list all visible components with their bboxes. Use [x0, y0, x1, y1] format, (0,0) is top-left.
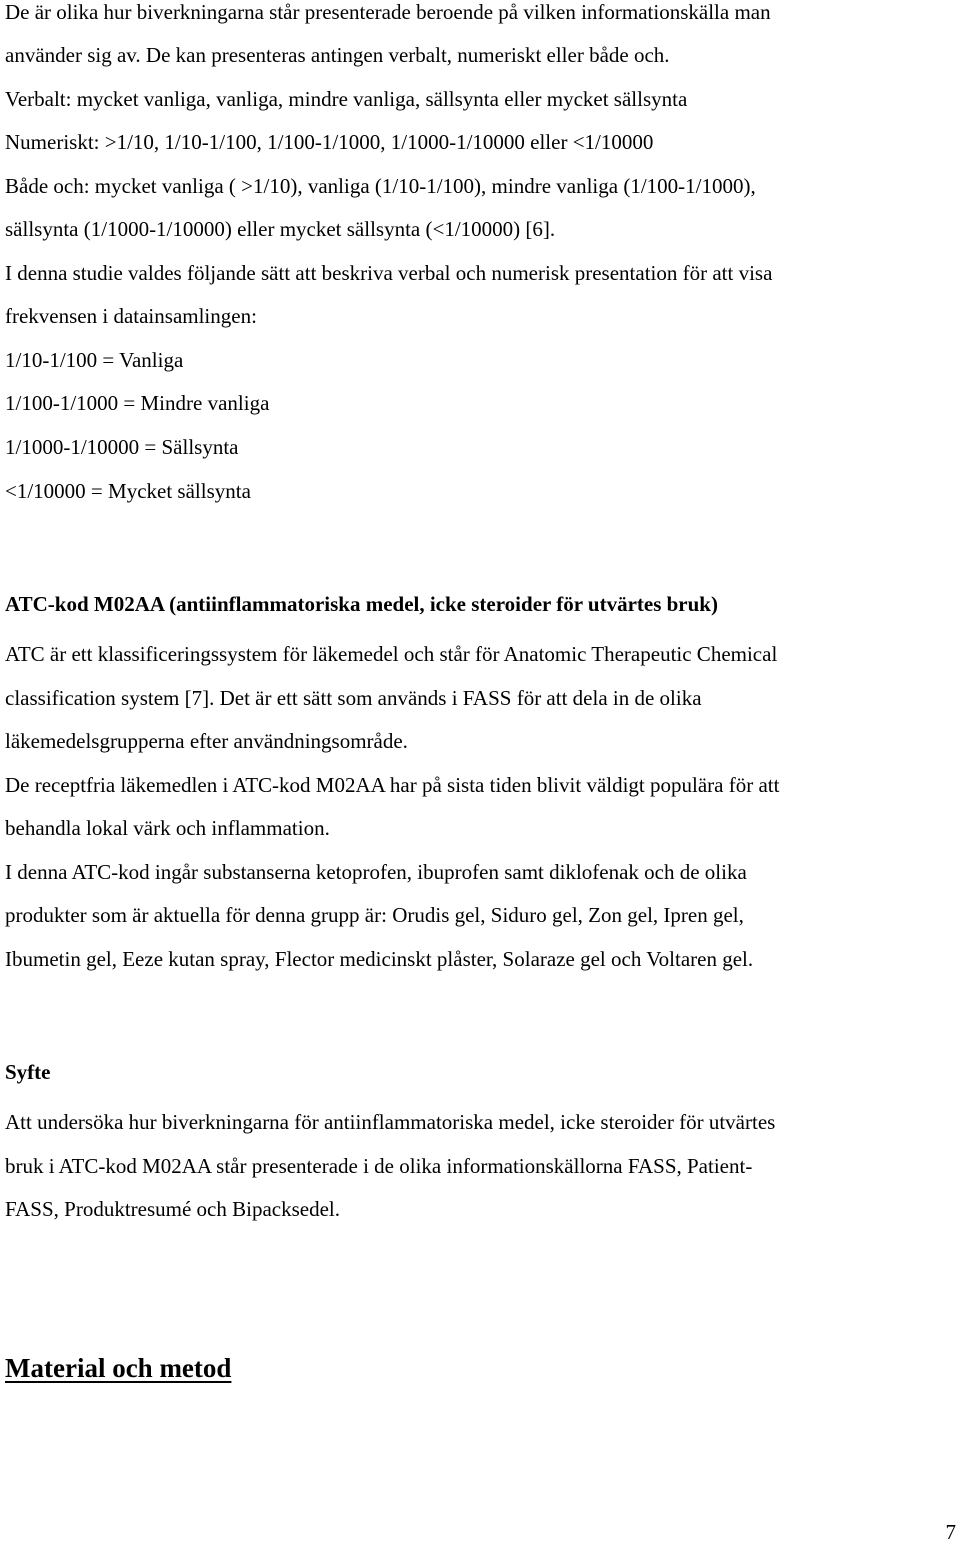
body-text-line: Både och: mycket vanliga ( >1/10), vanliga (1/10-1/100), mindre vanliga (1/100-1/1000),: [5, 174, 756, 198]
body-text-line: behandla lokal värk och inflammation.: [5, 816, 330, 840]
body-text-line: läkemedelsgrupperna efter användningsområde.: [5, 729, 408, 753]
body-text-line: ATC är ett klassificeringssystem för läkemedel och står för Anatomic Therapeutic Chemical: [5, 642, 778, 666]
frequency-list-item: 1/1000-1/10000 = Sällsynta: [5, 435, 239, 459]
body-text-line: frekvensen i datainsamlingen:: [5, 304, 257, 328]
atc-heading: ATC-kod M02AA (antiinflammatoriska medel, icke steroider för utvärtes bruk): [5, 592, 718, 616]
body-text-line: sällsynta (1/1000-1/10000) eller mycket sällsynta (<1/10000) [6].: [5, 217, 556, 241]
frequency-list-item: 1/10-1/100 = Vanliga: [5, 348, 184, 372]
body-text-line: bruk i ATC-kod M02AA står presenterade i de olika informationskällorna FASS, Patient-: [5, 1154, 753, 1178]
frequency-list-item: 1/100-1/1000 = Mindre vanliga: [5, 391, 270, 415]
body-text-line: Ibumetin gel, Eeze kutan spray, Flector medicinskt plåster, Solaraze gel och Voltaren gel.: [5, 947, 754, 971]
material-och-metod-heading: Material och metod: [5, 1353, 232, 1383]
body-text-line: Att undersöka hur biverkningarna för antiinflammatoriska medel, icke steroider för utvärtes: [5, 1110, 776, 1134]
syfte-heading: Syfte: [5, 1060, 51, 1084]
body-text-line: Numeriskt: >1/10, 1/10-1/100, 1/100-1/1000, 1/1000-1/10000 eller <1/10000: [5, 130, 654, 154]
body-text-line: Verbalt: mycket vanliga, vanliga, mindre vanliga, sällsynta eller mycket sällsynta: [5, 87, 688, 111]
body-text-line: De är olika hur biverkningarna står presenterade beroende på vilken informationskälla man: [5, 0, 771, 24]
body-text-line: använder sig av. De kan presenteras antingen verbalt, numeriskt eller både och.: [5, 43, 670, 67]
body-text-line: I denna studie valdes följande sätt att beskriva verbal och numerisk presentation för att visa: [5, 261, 773, 285]
frequency-list-item: <1/10000 = Mycket sällsynta: [5, 479, 251, 503]
body-text-line: I denna ATC-kod ingår substanserna ketoprofen, ibuprofen samt diklofenak och de olika: [5, 860, 747, 884]
body-text-line: De receptfria läkemedlen i ATC-kod M02AA har på sista tiden blivit väldigt populära för att: [5, 773, 780, 797]
body-text-line: classification system [7]. Det är ett sätt som används i FASS för att dela in de olika: [5, 686, 702, 710]
body-text-line: produkter som är aktuella för denna grupp är: Orudis gel, Siduro gel, Zon gel, Ipren gel,: [5, 903, 744, 927]
page-number: 7: [945, 1520, 956, 1544]
body-text-line: FASS, Produktresumé och Bipacksedel.: [5, 1197, 340, 1221]
